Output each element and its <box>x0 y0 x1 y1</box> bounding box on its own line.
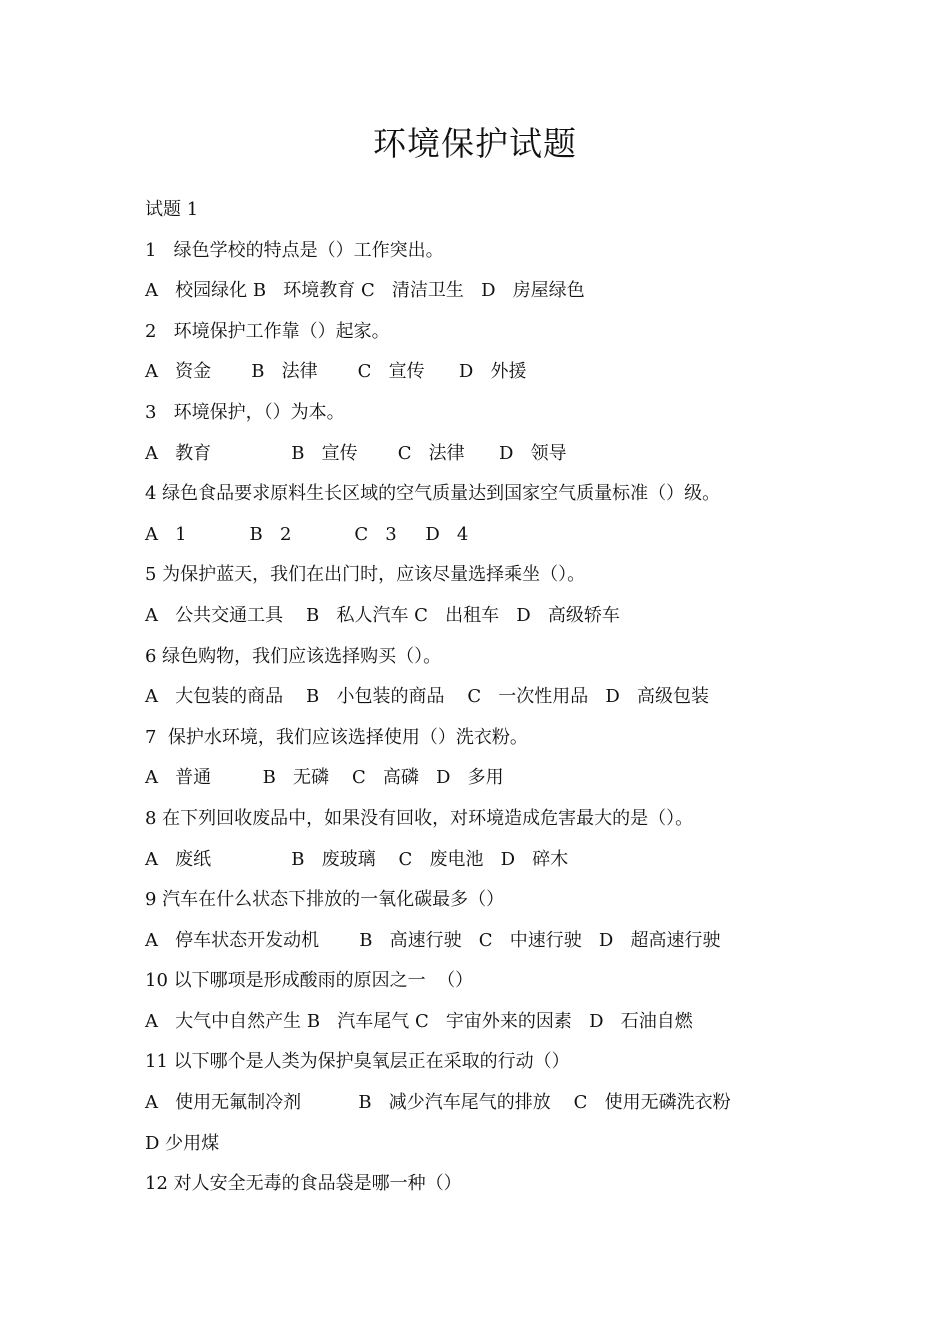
question-7-options: A 普通 B 无磷 C 高磷 D 多用 <box>145 767 504 789</box>
question-2-options: A 资金 B 法律 C 宣传 D 外援 <box>145 361 527 383</box>
question-1: 1 绿色学校的特点是（）工作突出。 <box>145 239 444 261</box>
question-10: 10 以下哪项是形成酸雨的原因之一 （） <box>145 970 474 992</box>
question-8-options: A 废纸 B 废玻璃 C 废电池 D 碎木 <box>145 848 569 870</box>
question-11-options: A 使用无氟制冷剂 B 减少汽车尾气的排放 C 使用无磷洗衣粉 <box>145 1092 731 1114</box>
question-2: 2 环境保护工作靠（）起家。 <box>145 320 390 342</box>
question-6-options: A 大包装的商品 B 小包装的商品 C 一次性用品 D 高级包装 <box>145 686 710 708</box>
question-7: 7 保护水环境，我们应该选择使用（）洗衣粉。 <box>145 726 528 748</box>
document-title: 环境保护试题 <box>373 124 577 163</box>
question-4-options: A 1 B 2 C 3 D 4 <box>145 523 469 545</box>
question-8: 8 在下列回收废品中，如果没有回收，对环境造成危害最大的是（）。 <box>145 807 694 829</box>
question-9-options: A 停车状态开发动机 B 高速行驶 C 中速行驶 D 超高速行驶 <box>145 929 721 951</box>
question-10-options: A 大气中自然产生 B 汽车尾气 C 宇宙外来的因素 D 石油自燃 <box>145 1010 693 1032</box>
question-3: 3 环境保护，（）为本。 <box>145 401 345 423</box>
question-9: 9 汽车在什么状态下排放的一氧化碳最多（） <box>145 889 505 911</box>
question-5: 5 为保护蓝天，我们在出门时，应该尽量选择乘坐（）。 <box>145 564 586 586</box>
document-body <box>145 196 845 1211</box>
question-11: 11 以下哪个是人类为保护臭氧层正在采取的行动（） <box>145 1051 570 1073</box>
section-label: 试题 1 <box>145 199 199 220</box>
question-1-options: A 校园绿化 B 环境教育 C 清洁卫生 D 房屋绿色 <box>145 280 585 302</box>
question-3-options: A 教育 B 宣传 C 法律 D 领导 <box>145 442 567 464</box>
question-12: 12 对人安全无毒的食品袋是哪一种（） <box>145 1173 462 1195</box>
question-4: 4 绿色食品要求原料生长区域的空气质量达到国家空气质量标准（）级。 <box>145 483 721 505</box>
question-11-options-continued: D 少用煤 <box>145 1132 220 1154</box>
question-5-options: A 公共交通工具 B 私人汽车 C 出租车 D 高级轿车 <box>145 604 620 626</box>
question-6: 6 绿色购物，我们应该选择购买（）。 <box>145 645 442 667</box>
